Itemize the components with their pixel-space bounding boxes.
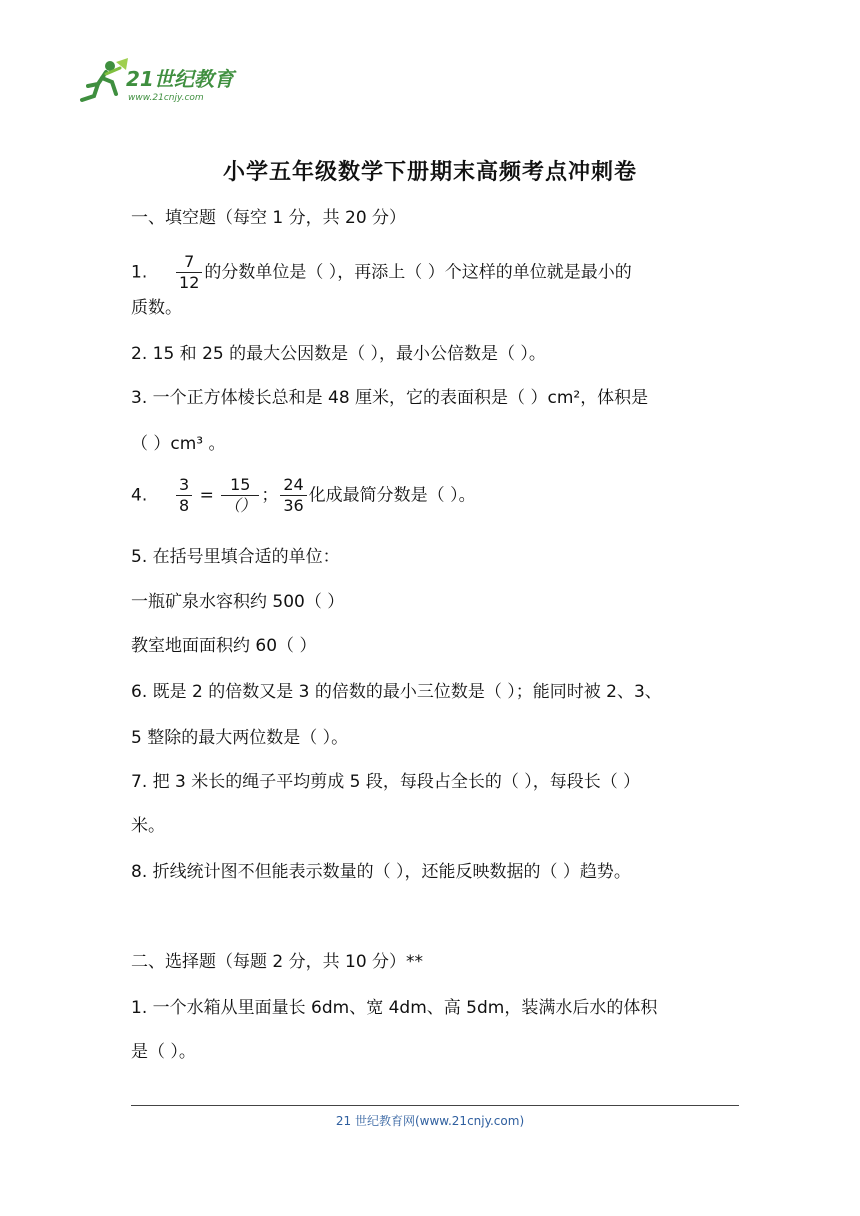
site-logo	[76, 56, 256, 106]
question-1-2: 2. 15 和 25 的最大公因数是（ ），最小公倍数是（ ）。	[131, 344, 546, 364]
question-1-5: 5. 在括号里填合适的单位：	[131, 547, 340, 567]
svg-text:www.21cnjy.com: www.21cnjy.com	[128, 93, 204, 103]
fraction-15-blank: $\frac{15}{()}$	[221, 475, 259, 516]
section2-heading: 二、选择题（每题 2 分，共 10 分）**	[131, 952, 424, 972]
section1-heading: 一、填空题（每空 1 分，共 20 分）	[131, 208, 407, 228]
question-1-5-sub1: 一瓶矿泉水容积约 500（ ）	[131, 592, 345, 612]
logo-graphic	[76, 56, 256, 106]
fraction-3-8: $\frac{3}{8}$	[176, 475, 192, 516]
question-2-1-cont: 是（ ）。	[131, 1042, 196, 1062]
svg-text:21世纪教育: 21世纪教育	[126, 67, 234, 91]
question-1-8: 8. 折线统计图不但能表示数量的（ ），还能反映数据的（ ）趋势。	[131, 862, 631, 882]
question-1-6-cont: 5 整除的最大两位数是（ ）。	[131, 728, 349, 748]
question-1-7-cont: 米。	[131, 816, 165, 836]
fraction-7-12: $\frac{7}{12}$	[176, 252, 202, 293]
fraction-24-36: $\frac{24}{36}$	[280, 475, 306, 516]
question-1-3-cont: （ ）cm³ 。	[131, 434, 226, 454]
question-number: 1.	[131, 262, 148, 283]
question-2-1: 1. 一个水箱从里面量长 6dm、宽 4dm、高 5dm，装满水后水的体积	[131, 998, 658, 1018]
page-title: 小学五年级数学下册期末高频考点冲刺卷	[222, 160, 637, 185]
footer-divider	[131, 1105, 739, 1106]
question-1-5-sub2: 教室地面面积约 60（ ）	[131, 636, 317, 656]
question-1-6: 6. 既是 2 的倍数又是 3 的倍数的最小三位数是（ ）；能同时被 2、3、	[131, 682, 662, 702]
question-1-1-cont: 质数。	[131, 298, 182, 318]
question-1-1	[131, 252, 632, 293]
question-1-3: 3. 一个正方体棱长总和是 48 厘米，它的表面积是（ ）cm²，体积是	[131, 388, 649, 408]
separator: ；	[261, 485, 279, 506]
footer-link[interactable]: 21 世纪教育网(www.21cnjy.com)	[335, 1114, 525, 1128]
question-text: 的分数单位是（ ），再添上（ ）个这样的单位就是最小的	[204, 262, 632, 283]
question-1-4	[131, 475, 476, 516]
question-1-7: 7. 把 3 米长的绳子平均剪成 5 段，每段占全长的（ ），每段长（ ）	[131, 772, 641, 792]
question-text: 化成最简分数是（ ）。	[308, 485, 476, 506]
question-number: 4.	[131, 485, 148, 506]
equals-sign: =	[199, 485, 214, 506]
